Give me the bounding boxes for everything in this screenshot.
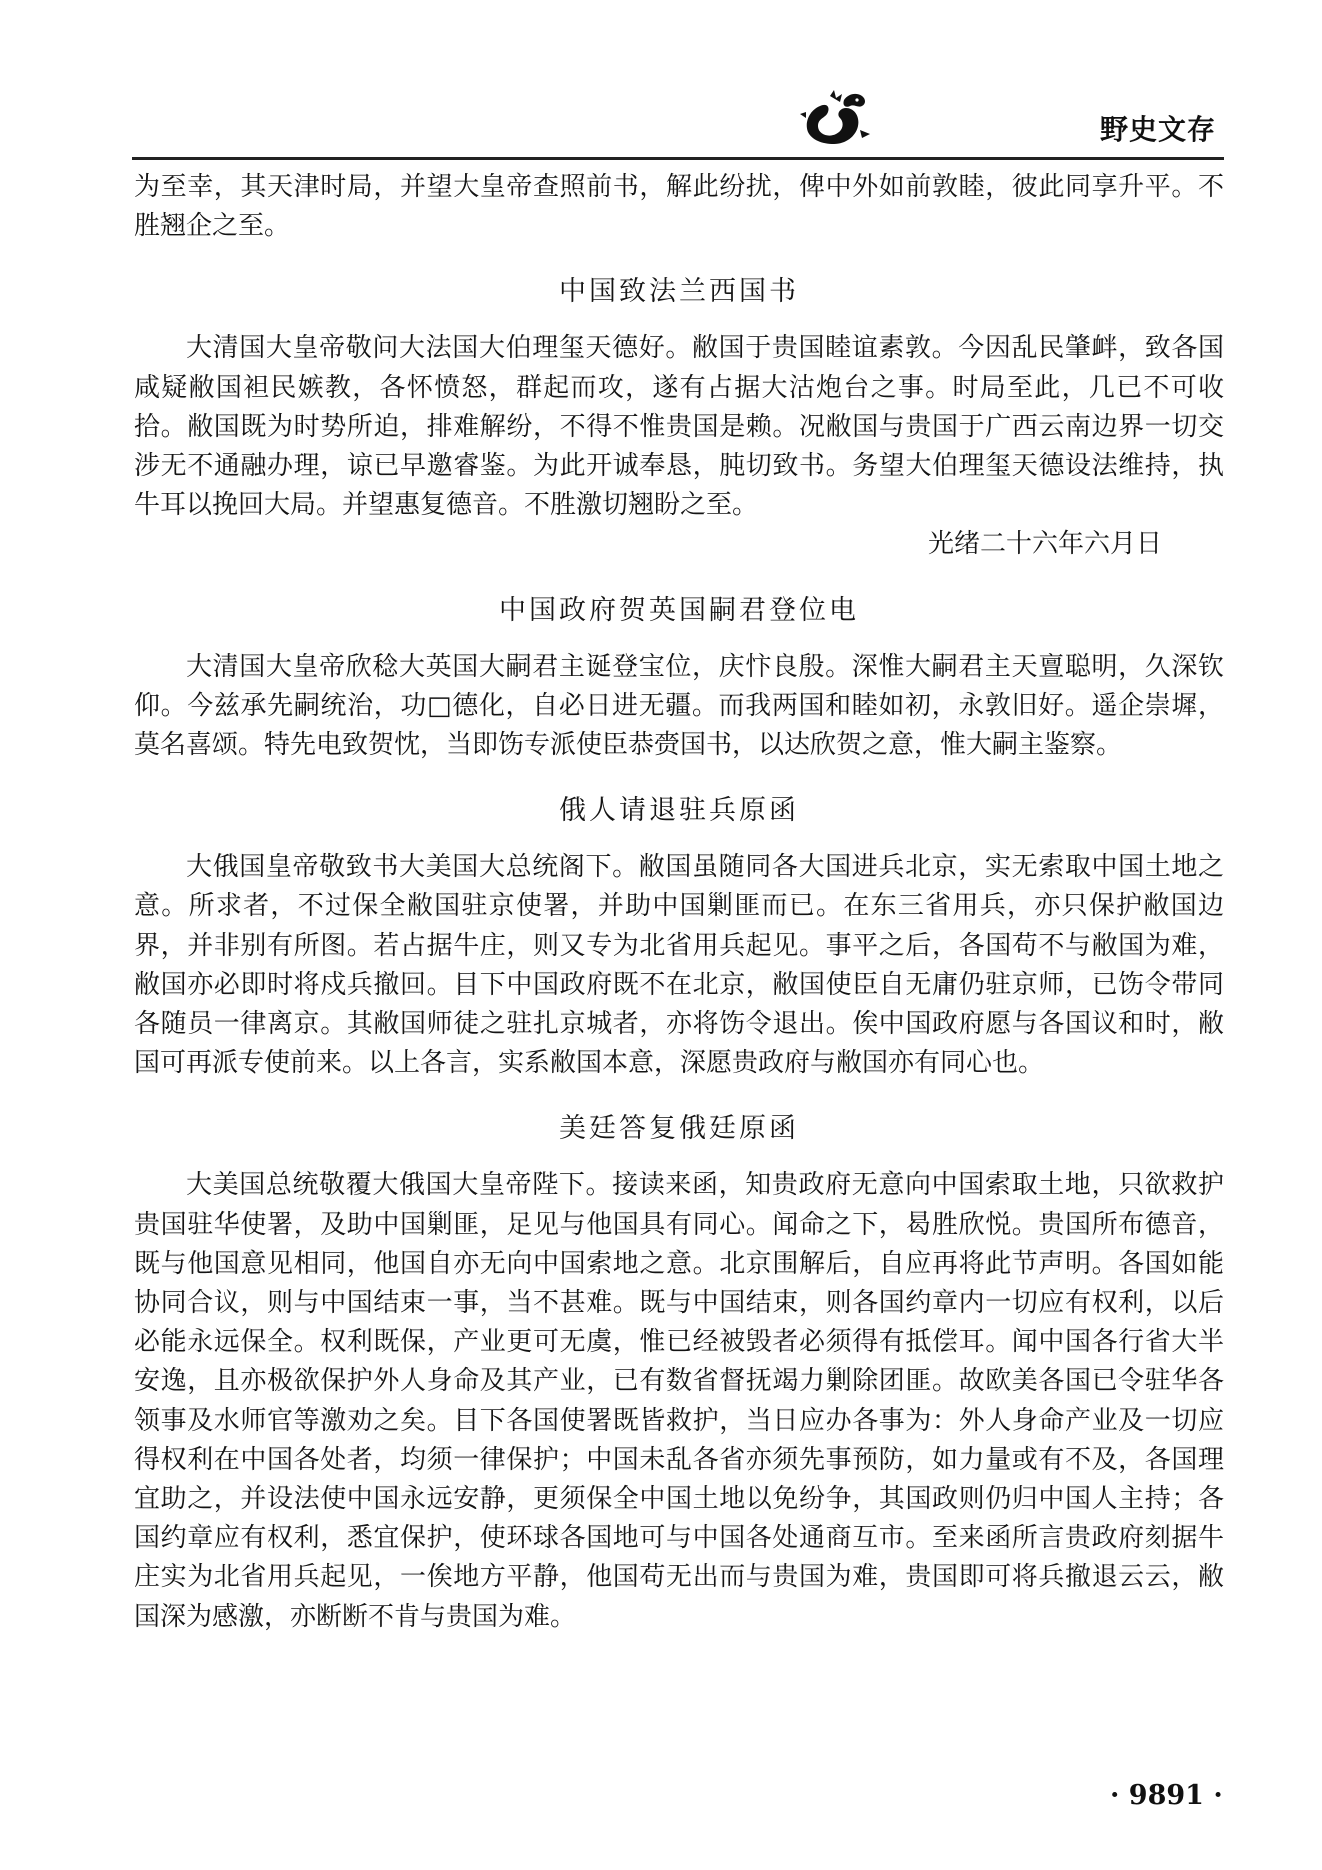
section-paragraph-france: 大清国大皇帝敬问大法国大伯理玺天德好。敝国于贵国睦谊素敦。今因乱民肇衅，致各国咸疑敝国袒民嫉教，各怀愤怒，群起而攻，遂有占据大沽炮台之事。时局至此，几已不可收拾。敝国既为时势所迫，排难解纷，不得不惟贵国是赖。况敝国与贵国于广西云南边界一切交涉无不通融办理，谅已早邀睿鉴。为此开诚奉恳，肫切致书。务望大伯理玺天德设法维持，执牛耳以挽回大局。并望惠复德音。不胜激切翘盼之至。 <box>134 333 1224 521</box>
intro-paragraph: 为至幸，其天津时局，并望大皇帝查照前书，解此纷扰，俾中外如前敦睦，彼此同享升平。不胜翘企之至。 <box>134 172 1224 242</box>
section-date-france: 光绪二十六年六月日 <box>927 529 1162 560</box>
section-title-france: 中国致法兰西国书 <box>559 276 799 308</box>
section-title-britain: 中国政府贺英国嗣君登位电 <box>499 594 859 626</box>
section-paragraph-britain: 大清国大皇帝欣稔大英国大嗣君主诞登宝位，庆忭良殷。深惟大嗣君主天亶聪明，久深钦仰。今兹承先嗣统治，功□德化，自必日进无疆。而我两国和睦如初，永敦旧好。遥企崇墀，莫名喜颂。特先电致贺忱，当即饬专派使臣恭赍国书，以达欣贺之意，惟大嗣主鉴察。 <box>134 651 1224 761</box>
section-paragraph-america: 大美国总统敬覆大俄国大皇帝陛下。接读来函，知贵政府无意向中国索取土地，只欲救护贵国驻华使署，及助中国剿匪，足见与他国具有同心。闻命之下，曷胜欣悦。贵国所布德音，既与他国意见相同，他国自亦无向中国索地之意。北京围解后，自应再将此节声明。各国如能协同合议，则与中国结束一事，当不甚难。既与中国结束，则各国约章内一切应有权利，以后必能永远保全。权利既保，产业更可无虞，惟已经被毁者必须得有抵偿耳。闻中国各行省大半安逸，且亦极欲保护外人身命及其产业，已有数省督抚竭力剿除团匪。故欧美各国已令驻华各领事及水师官等激劝之矣。目下各国使署既皆救护，当日应办各事为：外人身命产业及一切应得权利在中国各处者，均须一律保护；中国未乱各省亦须先事预防，如力量或有不及，各国理宜助之，并设法使中国永远安静，更须保全中国土地以免纷争，其国政则仍归中国人主持；各国约章应有权利，悉宜保护，使环球各国地可与中国各处通商互市。至来函所言贵政府刻据牛庄实为北省用兵起见，一俟地方平静，他国苟无出而与贵国为难，贵国即可将兵撤退云云，敝国深为感激，亦断断不肯与贵国为难。 <box>134 1170 1224 1632</box>
section-paragraph-russia: 大俄国皇帝敬致书大美国大总统阁下。敝国虽随同各大国进兵北京，实无索取中国土地之意。所求者，不过保全敝国驻京使署，并助中国剿匪而已。在东三省用兵，亦只保护敝国边界，并非别有所图。若占据牛庄，则又专为北省用兵起见。事平之后，各国苟不与敝国为难，敝国亦必即时将戍兵撤回。目下中国政府既不在北京，敝国使臣自无庸仍驻京师，已饬令带同各随员一律离京。其敝国师徒之驻扎京城者，亦将饬令退出。俟中国政府愿与各国议和时，敝国可再派专使前来。以上各言，实系敝国本意，深愿贵政府与敝国亦有同心也。 <box>134 852 1224 1079</box>
section-title-russia: 俄人请退驻兵原函 <box>559 795 799 827</box>
book-title: 野史文存 <box>1100 113 1217 146</box>
page-body <box>134 168 1224 1637</box>
page-header <box>0 0 1322 170</box>
section-title-america: 美廷答复俄廷原函 <box>559 1113 799 1145</box>
dragon-emblem-icon <box>800 88 872 150</box>
page-number: · 9891 · <box>1110 1780 1223 1811</box>
header-divider <box>132 157 1224 160</box>
